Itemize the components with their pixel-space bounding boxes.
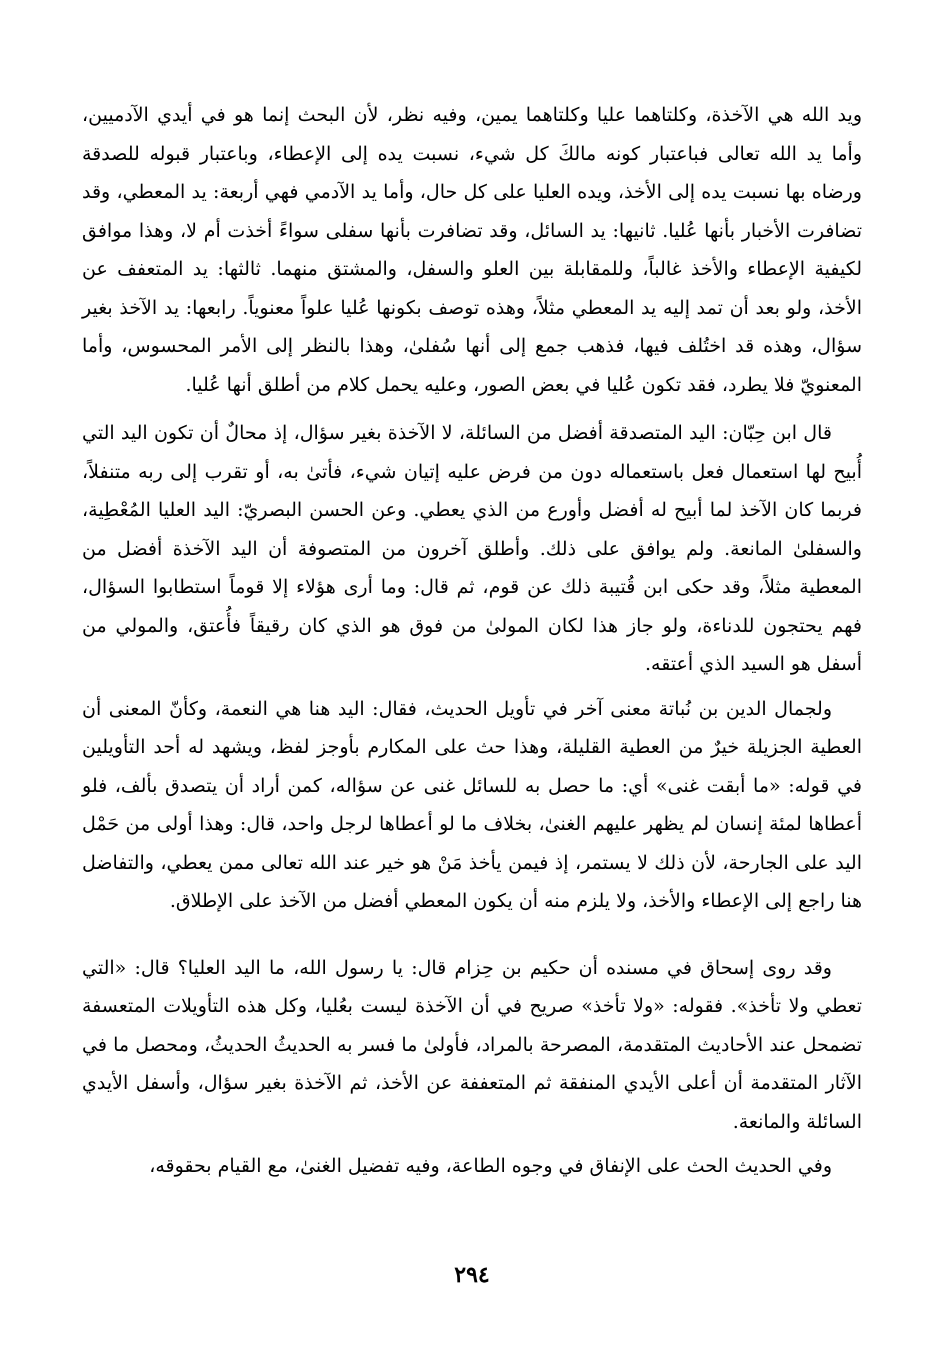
paragraph-ibn-nubata: ولجمال الدين بن نُباتة معنى آخر في تأويل الحديث، فقال: اليد هنا هي النعمة، وكأنّ المعنى أن العطية الجزيلة خيرٌ من العطية القليلة، وهذا حث على المكارم بأوجز لفظ، ويشهد له أحد التأويلين في قوله: «ما أبقت غنى» أي: ما حصل به للسائل غنى عن سؤاله، كمن أراد أن يتصدق بألف، فلو أعطاها لمئة إنسان لم يظهر عليهم الغنىٰ، بخلاف ما لو أعطاها لرجل واحد، قال: وهذا أولى من حَمْل اليد على الجارحة، لأن ذلك لا يستمر، إذ فيمن يأخذ مَنْ هو خير عند الله تعالى ممن يعطي، والتفاضل هنا راجع إلى الإعطاء والأخذ، ولا يلزم منه أن يكون المعطي أفضل من الآخذ على الإطلاق. [82, 697, 862, 912]
paragraph-ishaq-musnad: وقد روى إسحاق في مسنده أن حكيم بن حِزام قال: يا رسول الله، ما اليد العليا؟ قال: «التي تعطي ولا تأخذ». فقوله: «ولا تأخذ» صريح في أن الآخذة ليست بعُليا، وكل هذه التأويلات المتعسفة تضمحل عند الأحاديث المتقدمة، المصرحة بالمراد، فأولىٰ ما فسر به الحديثُ الحديثُ، ومحصل ما في الآثار المتقدمة أن أعلى الأيدي المنفقة ثم المتعففة عن الأخذ، ثم الآخذة بغير سؤال، وأسفل الأيدي السائلة والمانعة. [82, 956, 862, 1133]
paragraph-hands-types: ويد الله هي الآخذة، وكلتاهما عليا وكلتاهما يمين، وفيه نظر، لأن البحث إنما هو في أيدي الآدميين، وأما يد الله تعالى فباعتبار كونه مالكَ كل شيء، نسبت يده إلى الإعطاء، وباعتبار قبوله للصدقة ورضاه بها نسبت يده إلى الأخذ، ويده العليا على كل حال، وأما يد الآدمي فهي أربعة: يد المعطي، وقد تضافرت الأخبار بأنها عُليا. ثانيها: يد السائل، وقد تضافرت بأنها سفلى سواءً أخذت أم لا، وهذا موافق لكيفية الإعطاء والأخذ غالباً، وللمقابلة بين العلو والسفل، والمشتق منهما. ثالثها: يد المتعفف عن الأخذ، ولو بعد أن تمد إليه يد المعطي مثلاً، وهذه توصف بكونها عُليا علواً معنوياً. رابعها: يد الآخذ بغير سؤال، وهذه قد اختُلف فيها، فذهب جمع إلى أنها سُفلىٰ، وهذا بالنظر إلى الأمر المحسوس، وأما المعنويّ فلا يطرد، فقد تكون عُليا في بعض الصور، وعليه يحمل كلام من أطلق أنها عُليا. [82, 104, 862, 396]
page-number: ٢٩٤ [454, 1262, 490, 1288]
page-body [82, 96, 862, 1186]
paragraph-ibn-hibban: قال ابن حِبّان: اليد المتصدقة أفضل من السائلة، لا الآخذة بغير سؤال، إذ محالٌ أن تكون اليد التي أُبيح لها استعمال فعل باستعماله دون من فرض عليه إتيان شيء، فأتىٰ به، أو تقرب إلى ربه متنفلاً، فربما كان الآخذ لما أبيح له أفضل وأورع من الذي يعطي. وعن الحسن البصريّ: اليد العليا المُعْطِية، والسفلىٰ المانعة. ولم يوافق على ذلك. وأطلق آخرون من المتصوفة أن اليد الآخذة أفضل من المعطية مثلاً، وقد حكى ابن قُتيبة ذلك عن قوم، ثم قال: وما أرى هؤلاء إلا قوماً استطابوا السؤال، فهم يحتجون للدناءة، ولو جاز هذا لكان المولىٰ من فوق هو الذي كان رقيقاً فأُعتق، والمولي من أسفل هو السيد الذي أعتقه. [82, 422, 862, 675]
paragraph-hadith-benefits: وفي الحديث الحث على الإنفاق في وجوه الطاعة، وفيه تفضيل الغنىٰ، مع القيام بحقوقه، [149, 1155, 832, 1177]
